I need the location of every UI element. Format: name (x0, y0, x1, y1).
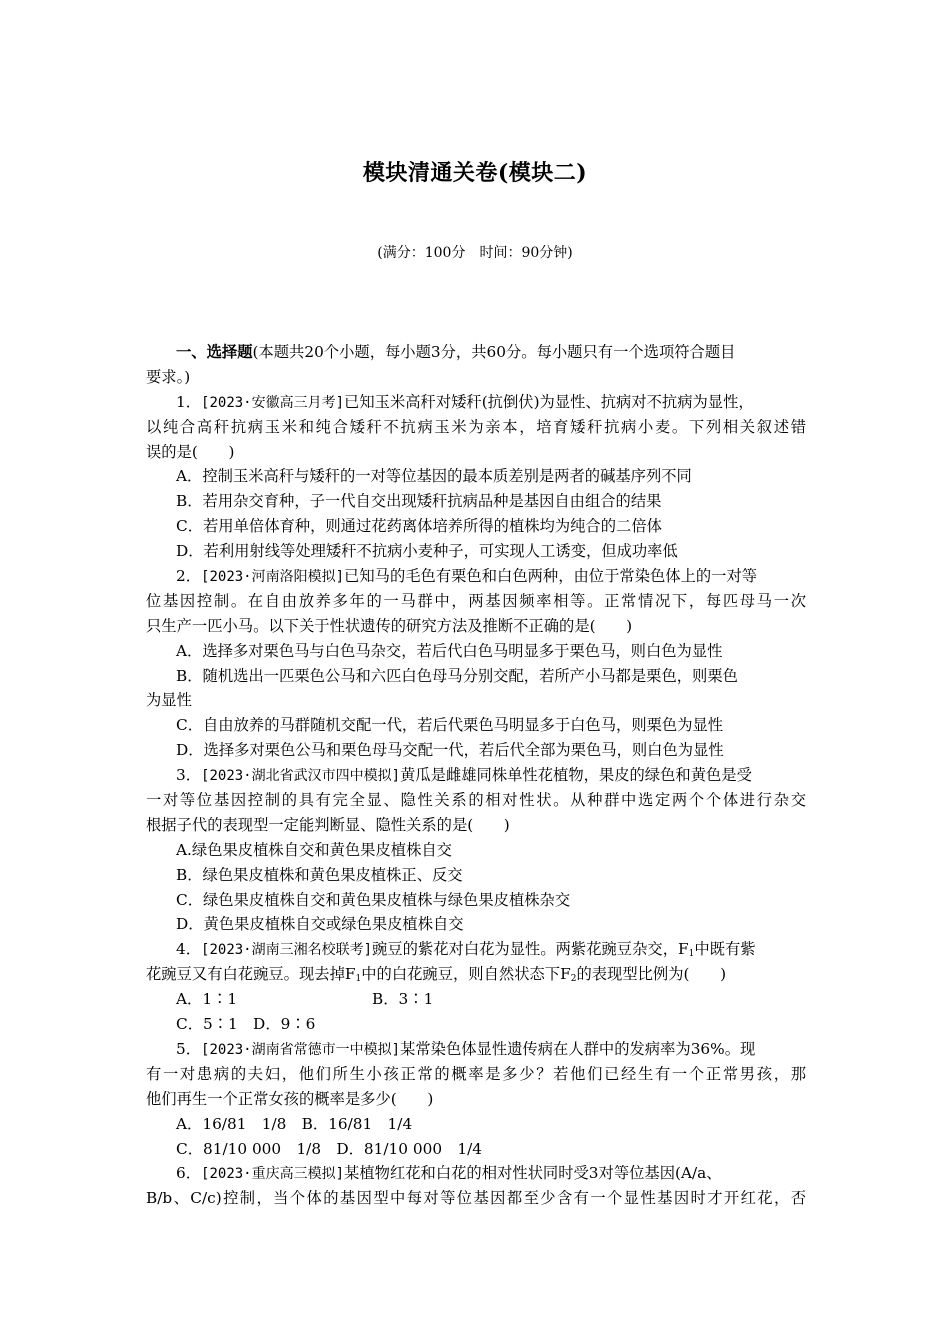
question-5: 5．[2023·湖南省常德市一中模拟]某常染色体显性遗传病在人群中的发病率为36%。现 (176, 1039, 756, 1058)
option-a: A．选择多对栗色马与白色马杂交，若后代白色马明显多于栗色马，则白色为显性 (176, 641, 723, 660)
question-1-line: 以纯合高秆抗病玉米和纯合矮秆不抗病玉米为亲本，培育矮秆抗病小麦。下列相关叙述错 (146, 417, 806, 436)
option-a: A.绿色果皮植株自交和黄色果皮植株自交 (176, 840, 452, 859)
option-b: B．若用杂交育种，子一代自交出现矮秆抗病品种是基因自由组合的结果 (176, 492, 662, 511)
option-b-cont: 为显性 (146, 691, 192, 710)
option-d: D．若利用射线等处理矮秆不抗病小麦种子，可实现人工诱变，但成功率低 (176, 542, 678, 561)
question-2-line: 位基因控制。在自由放养多年的一马群中，两基因频率相等。正常情况下，每匹母马一次 (146, 591, 806, 610)
question-source: [2023·安徽高三月考] (201, 394, 345, 411)
question-source: [2023·湖南三湘名校联考] (201, 942, 373, 959)
question-body (146, 340, 806, 1211)
question-6-line: B/b、C/c)控制，当个体的基因型中每对等位基因都至少含有一个显性基因时才开红花，否 (146, 1189, 806, 1208)
option-c: C．绿色果皮植株自交和黄色果皮植株与绿色果皮植株杂交 (176, 890, 571, 909)
option-a: A．控制玉米高秆与矮秆的一对等位基因的最本质差别是两者的碱基序列不同 (176, 467, 692, 486)
question-source: [2023·湖南省常德市一中模拟] (201, 1041, 401, 1058)
option-b: B．3∶1 (372, 990, 434, 1009)
exam-info: (满分：100分 时间：90分钟) (377, 245, 573, 261)
options-ab: A．16/81 1/8 B．16/81 1/4 (176, 1114, 413, 1133)
question-4: 4．[2023·湖南三湘名校联考]豌豆的紫花对白花为显性。两紫花豌豆杂交，$F_1$中既有紫 (176, 940, 756, 960)
question-source: [2023·河南洛阳模拟] (201, 569, 345, 586)
section-heading: 一、选择题(本题共20个小题，每小题3分，共60分。每小题只有一个选项符合题目 (176, 343, 736, 361)
question-2: 2．[2023·河南洛阳模拟]已知马的毛色有栗色和白色两种，由位于常染色体上的一对等 (176, 567, 758, 586)
option-c: C．若用单倍体育种，则通过花药离体培养所得的植株均为纯合的二倍体 (176, 517, 662, 536)
question-3-line: 根据子代的表现型一定能判断显、隐性关系的是( ) (146, 815, 510, 834)
question-5-line: 他们再生一个正常女孩的概率是多少( ) (146, 1089, 434, 1108)
options-ab (146, 987, 806, 1012)
question-1: 1．[2023·安徽高三月考]已知玉米高秆对矮秆(抗倒伏)为显性、抗病对不抗病为显性， (176, 392, 754, 411)
question-1-line: 误的是( ) (146, 442, 235, 461)
option-b: B．随机选出一匹栗色公马和六匹白色母马分别交配，若所产小马都是栗色，则栗色 (176, 666, 738, 685)
option-a: A．1∶1 (176, 990, 238, 1009)
page-title: 模块清通关卷(模块二) (362, 160, 588, 186)
section-desc: 要求。) (146, 367, 191, 386)
question-3: 3．[2023·湖北省武汉市四中模拟]黄瓜是雌雄同株单性花植物，果皮的绿色和黄色是受 (176, 766, 752, 785)
question-3-line: 一对等位基因控制的具有完全显、隐性关系的相对性状。从种群中选定两个个体进行杂交 (146, 791, 806, 810)
question-source: [2023·重庆高三模拟] (201, 1166, 345, 1183)
question-2-line: 只生产一匹小马。以下关于性状遗传的研究方法及推断不正确的是( ) (146, 616, 633, 635)
question-6: 6．[2023·重庆高三模拟]某植物红花和白花的相对性状同时受3对等位基因(A/a、 (176, 1164, 722, 1183)
option-d: D．选择多对栗色公马和栗色母马交配一代，若后代全部为栗色马，则白色为显性 (176, 741, 724, 760)
option-b: B．绿色果皮植株和黄色果皮植株正、反交 (176, 865, 463, 884)
option-c: C．自由放养的马群随机交配一代，若后代栗色马明显多于白色马，则栗色为显性 (176, 716, 724, 735)
question-4-line: 花豌豆又有白花豌豆。现去掉$F_1$中的白花豌豆，则自然状态下$F_2$的表现型比例为( ) (146, 965, 727, 985)
question-source: [2023·湖北省武汉市四中模拟] (201, 768, 401, 785)
options-cd: C．5∶1 D．9∶6 (176, 1015, 316, 1034)
option-d: D．黄色果皮植株自交或绿色果皮植株自交 (176, 915, 464, 934)
question-5-line: 有一对患病的夫妇，他们所生小孩正常的概率是多少？若他们已经生有一个正常男孩，那 (146, 1064, 806, 1083)
options-cd: C．81/10 000 1/8 D．81/10 000 1/4 (176, 1139, 482, 1158)
